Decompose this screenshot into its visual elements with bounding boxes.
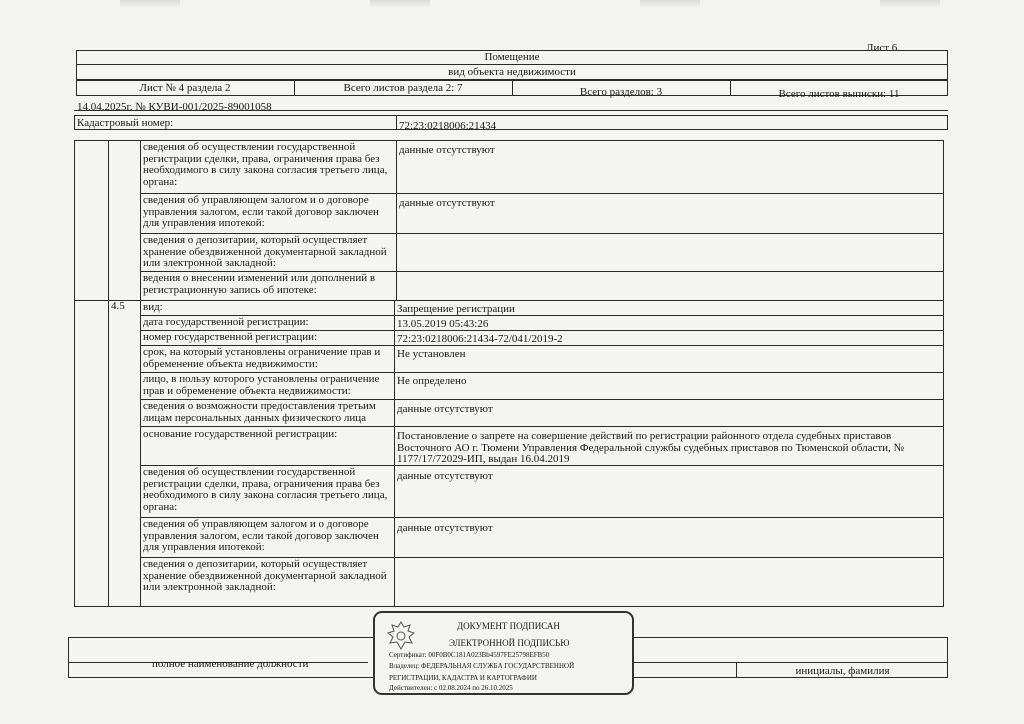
row-value: данные отсутствуют <box>399 198 495 209</box>
row-label: срок, на который установлены ограничение прав и обременение объекта недвижимости: <box>143 347 381 370</box>
object-kind: вид объекта недвижимости <box>448 66 576 78</box>
object-title: Помещение <box>484 51 540 63</box>
electronic-signature-stamp <box>373 611 634 695</box>
row-value: данные отсутствуют <box>399 145 495 156</box>
cadastral-number: 72:23:0218006:21434 <box>399 120 497 132</box>
stamp-certificate: Сертификат: 00F0B0C181A023Bb4597FE25798EFB50 <box>389 651 550 659</box>
row-label: вид: <box>143 302 163 313</box>
name-label: инициалы, фамилия <box>795 665 890 677</box>
row-label: ведения о внесении изменений или дополнений в регистрационную запись об ипотеке: <box>143 273 376 296</box>
stamp-owner1: Владелец: ФЕДЕРАЛЬНАЯ СЛУЖБА ГОСУДАРСТВЕННОЙ <box>389 662 575 670</box>
row-label: сведения об управляющем залогом и о договоре управления залогом, если такой договор заключен для управления ипотекой: <box>143 519 379 553</box>
row-label: сведения о возможности предоставления третьим лицам персональных данных физического лица <box>143 401 376 424</box>
row-value: данные отсутствуют <box>397 471 493 482</box>
cadastral-label: Кадастровый номер: <box>77 117 174 129</box>
row-label: номер государственной регистрации: <box>143 332 318 343</box>
row-value: Постановление о запрете на совершение действий по регистрации районного отдела судебных приставов Восточного АО г. Тюмени Управления Федеральной службы судебных приставов по Тюменской области, № 1177/17/72029-ИП, выдан 16.04.2019 <box>397 431 905 465</box>
stamp-line2: ЭЛЕКТРОННОЙ ПОДПИСЬЮ <box>449 638 570 648</box>
position-label: полное наименование должности <box>152 658 309 670</box>
stamp-line1: ДОКУМЕНТ ПОДПИСАН <box>457 621 560 631</box>
row-label: сведения о депозитарии, который осуществляет хранение обездвиженной документарной закладной или электронной закладной: <box>143 235 387 269</box>
row-value: данные отсутствуют <box>397 523 493 534</box>
scan-artifact <box>640 0 700 8</box>
row-label: основание государственной регистрации: <box>143 429 338 440</box>
row-label: сведения об осуществлении государственной регистрации сделки, права, ограничения права без необходимого в силу закона согласия третьего лица, органа: <box>143 142 388 188</box>
row-value: Не установлен <box>397 349 466 360</box>
scan-artifact <box>880 0 940 8</box>
scan-artifact <box>370 0 430 8</box>
date-number: 14.04.2025г. № КУВИ-001/2025-89001058 <box>77 101 272 113</box>
total-sections: Всего разделов: 3 <box>579 86 663 98</box>
row-value: данные отсутствуют <box>397 404 493 415</box>
row-label: сведения об управляющем залогом и о договоре управления залогом, если такой договор заключен для управления ипотекой: <box>143 195 379 229</box>
sheet-number: Лист 6 <box>866 42 898 54</box>
row-value: Не определено <box>397 376 467 387</box>
row-label: дата государственной регистрации: <box>143 317 309 328</box>
section-number: 4.5 <box>111 301 125 312</box>
row-value: 13.05.2019 05:43:26 <box>397 319 489 330</box>
scan-artifact <box>120 0 180 8</box>
row-label: сведения о депозитарии, который осуществляет хранение обездвиженной документарной закладной или электронной закладной: <box>143 559 387 593</box>
cadastral-row <box>74 115 948 130</box>
stamp-validity: Действителен: с 02.08.2024 по 26.10.2025 <box>389 684 513 692</box>
row-value: 72:23:0218006:21434-72/041/2019-2 <box>397 334 563 345</box>
stamp-owner2: РЕГИСТРАЦИИ, КАДАСТРА И КАРТОГРАФИИ <box>389 674 537 682</box>
total-sheets-section: Всего листов раздела 2: 7 <box>343 82 463 94</box>
emblem-icon <box>385 619 417 653</box>
row-label: сведения об осуществлении государственной регистрации сделки, права, ограничения права без необходимого в силу закона согласия третьего лица, органа: <box>143 467 388 513</box>
total-sheets-extract: Всего листов выписки: 11 <box>778 88 900 100</box>
row-value: Запрещение регистрации <box>397 304 515 315</box>
row-label: лицо, в пользу которого установлены ограничение прав и обременение объекта недвижимости: <box>143 374 380 397</box>
sheet-of-section: Лист № 4 раздела 2 <box>139 82 231 94</box>
